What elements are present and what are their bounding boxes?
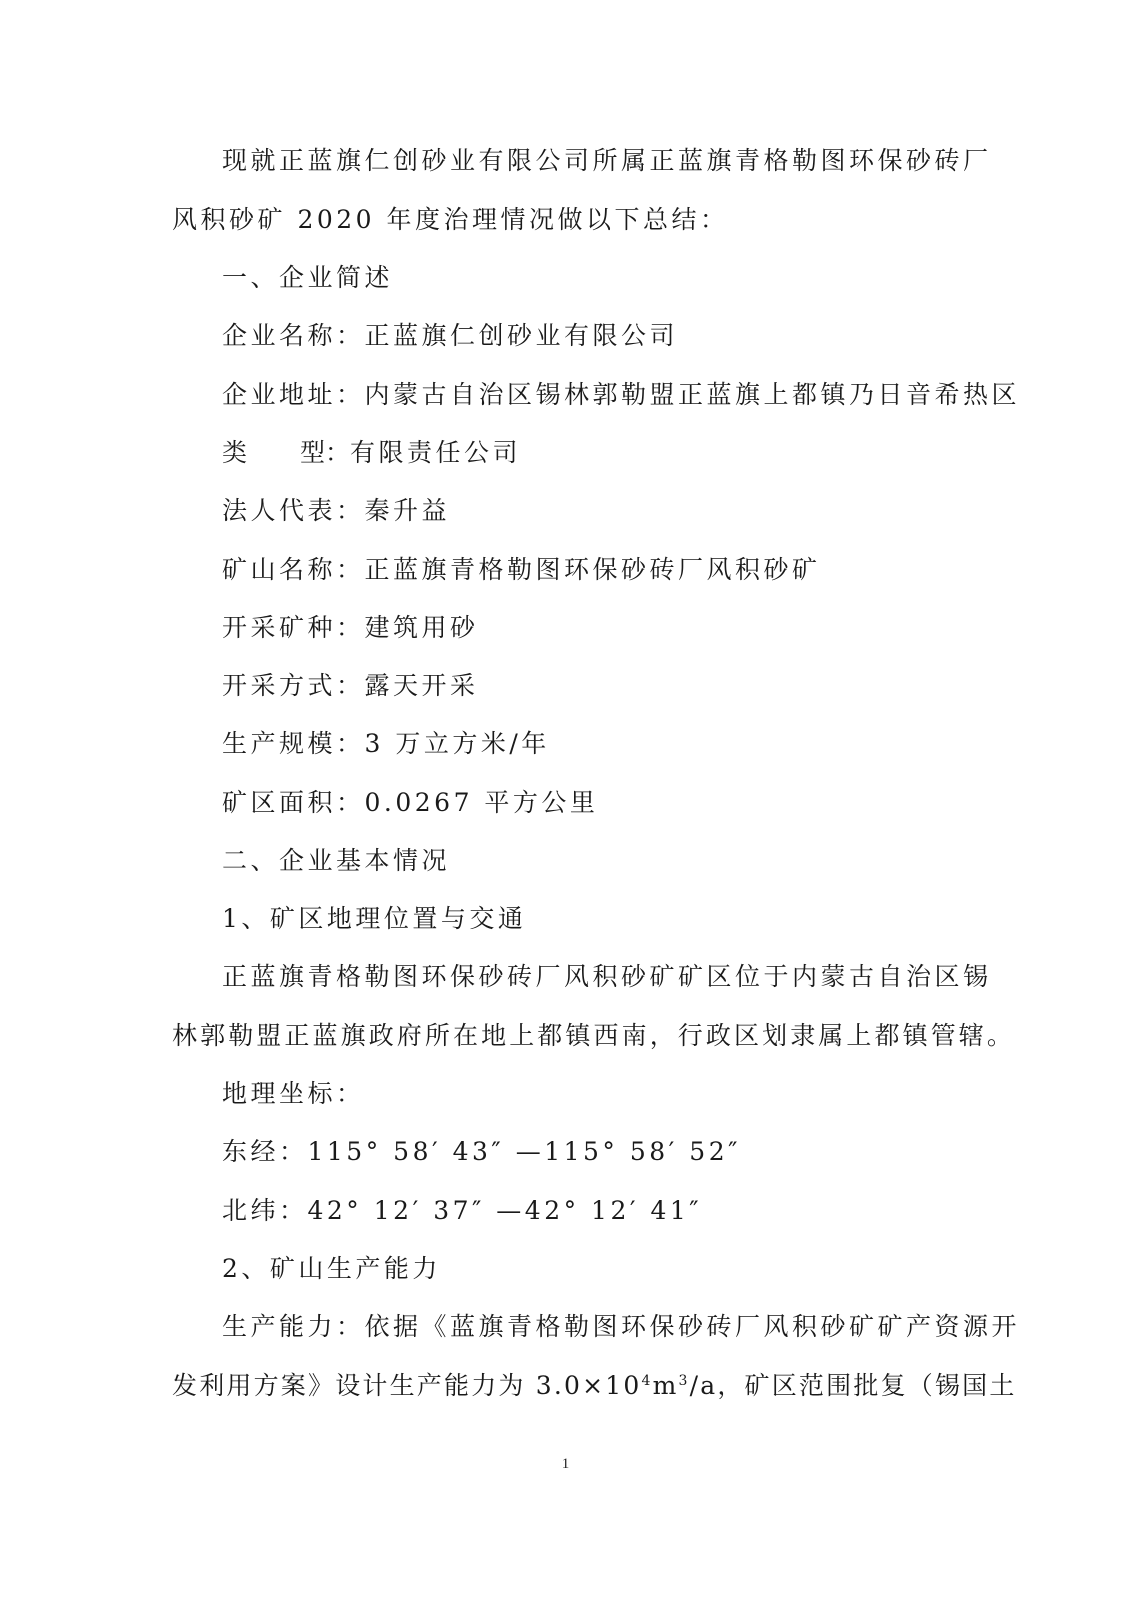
company-type-label — [222, 438, 350, 468]
section-heading-2: 二、企业基本情况 — [222, 846, 451, 875]
production-scale: 生产规模：3 万立方米/年 — [222, 729, 550, 758]
company-type-label-b: 型： — [300, 438, 351, 467]
capacity-unit-cubed: 3 — [678, 1373, 690, 1389]
paragraph-intro-line-2: 风积砂矿 2020 年度治理情况做以下总结： — [172, 205, 729, 234]
paragraph-location-line-1: 正蓝旗青格勒图环保砂砖厂风积砂矿矿区位于内蒙古自治区锡 — [222, 962, 992, 991]
capacity-unit-m: m — [652, 1371, 679, 1400]
subsection-heading-capacity: 2、矿山生产能力 — [222, 1254, 441, 1283]
legal-representative: 法人代表：秦升益 — [222, 496, 451, 525]
capacity-exponent: 4 — [641, 1373, 653, 1389]
paragraph-capacity-line-2 — [172, 1371, 1017, 1401]
paragraph-intro-line-1: 现就正蓝旗仁创砂业有限公司所属正蓝旗青格勒图环保砂砖厂 — [222, 146, 992, 175]
company-address: 企业地址：内蒙古自治区锡林郭勒盟正蓝旗上都镇乃日音希热区 — [222, 380, 1021, 409]
company-type-label-a: 类 — [222, 438, 248, 467]
mineral-type: 开采矿种：建筑用砂 — [222, 613, 479, 642]
company-name: 企业名称：正蓝旗仁创砂业有限公司 — [222, 321, 679, 350]
paragraph-capacity-line-1: 生产能力：依据《蓝旗青格勒图环保砂砖厂风积砂矿矿产资源开 — [222, 1312, 1021, 1341]
mine-name: 矿山名称：正蓝旗青格勒图环保砂砖厂风积砂矿 — [222, 555, 821, 584]
capacity-text-a: 发利用方案》设计生产能力为 3.0×10 — [172, 1371, 642, 1400]
page-number: 1 — [561, 1456, 570, 1472]
section-heading-1: 一、企业简述 — [222, 263, 394, 292]
coordinates-longitude: 东经：115° 58′ 43″ —115° 58′ 52″ — [222, 1137, 741, 1166]
company-type — [222, 438, 521, 468]
capacity-text-b: /a，矿区范围批复（锡国土 — [689, 1371, 1017, 1400]
coordinates-heading: 地理坐标： — [222, 1079, 365, 1108]
coordinates-latitude: 北纬：42° 12′ 37″ —42° 12′ 41″ — [222, 1196, 703, 1225]
mining-method: 开采方式：露天开采 — [222, 671, 479, 700]
company-type-value: 有限责任公司 — [350, 438, 522, 467]
mine-area: 矿区面积：0.0267 平方公里 — [222, 788, 599, 817]
subsection-heading-location: 1、矿区地理位置与交通 — [222, 904, 527, 933]
paragraph-location-line-2: 林郭勒盟正蓝旗政府所在地上都镇西南，行政区划隶属上都镇管辖。 — [172, 1021, 1016, 1050]
